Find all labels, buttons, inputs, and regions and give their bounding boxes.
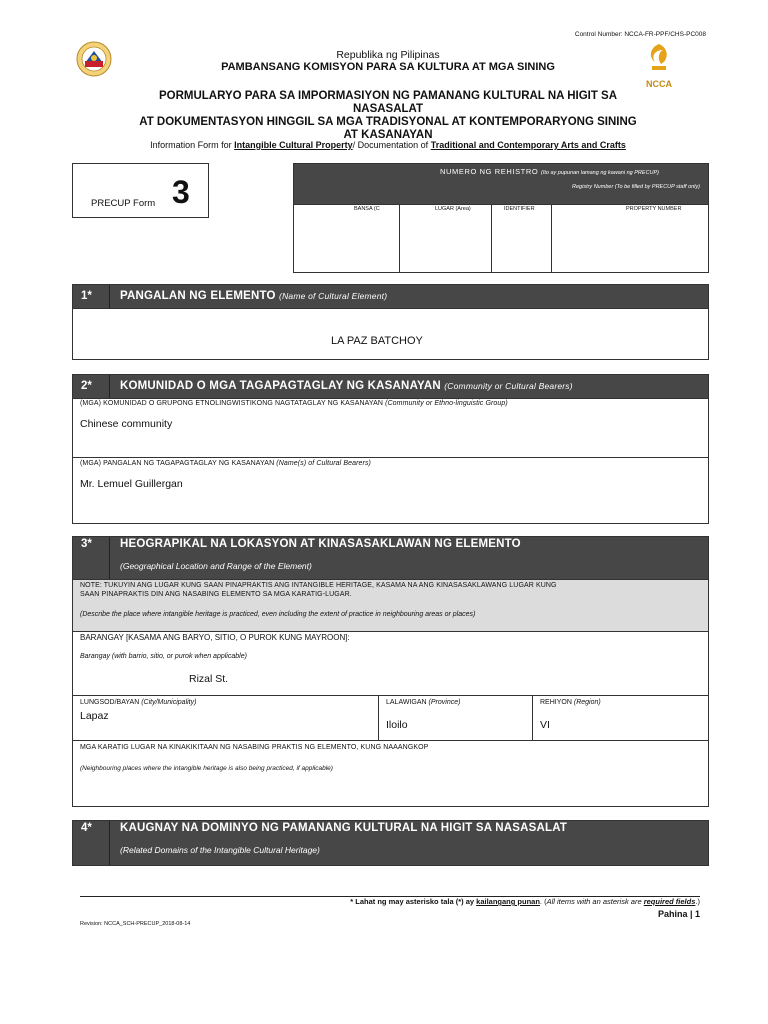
- section3-note-line1: NOTE: TUKUYIN ANG LUGAR KUNG SAAN PINAPRAKTIS ANG INTANGIBLE HERITAGE, KASAMA NA ANG KINASASAKLAWANG LUGAR KUNG: [80, 582, 557, 589]
- section3-note: [72, 580, 709, 632]
- required-note-en: All items with an asterisk are: [546, 897, 644, 906]
- community-label-en: (Community or Ethno-linguistic Group): [385, 400, 508, 407]
- section3-note-en: (Describe the place where intangible heritage is practiced, even including the extent of practice in neighbouring areas or places): [80, 611, 476, 618]
- required-note-en-link: required fields: [643, 897, 696, 906]
- province-value: Iloilo: [386, 719, 408, 731]
- location-row: [72, 696, 709, 741]
- barangay-field[interactable]: [72, 632, 709, 696]
- barangay-label-en: Barangay (with barrio, sitio, or purok when applicable): [80, 653, 247, 660]
- precup-form-box: [72, 163, 209, 218]
- cultural-bearers-label: [80, 460, 371, 467]
- region-field[interactable]: [533, 696, 708, 740]
- info-link-ich: Intangible Cultural Property: [234, 140, 353, 150]
- community-label: [80, 400, 508, 407]
- neighbouring-places-label-en: (Neighbouring places where the intangible heritage is also being practiced, if applicable): [80, 765, 333, 772]
- section2-divider: [109, 375, 110, 398]
- registry-subtitle: Registry Number (To be filled by PRECUP staff only): [572, 184, 700, 190]
- cultural-bearers-label-en: (Name(s) of Cultural Bearers): [276, 460, 371, 467]
- page-number: Pahina | 1: [657, 909, 700, 919]
- province-label: [386, 699, 460, 706]
- registry-col-property: PROPERTY NUMBER: [626, 206, 682, 212]
- city-label: [80, 699, 196, 706]
- section1-title: [120, 290, 387, 302]
- community-label-text: (MGA) KOMUNIDAD O GRUPONG ETNOLINGWISTIKONG NAGTATAGLAY NG KASANAYAN: [80, 400, 384, 407]
- section3-header: [72, 536, 709, 580]
- registry-box: [293, 163, 709, 273]
- city-label-text: LUNGSOD/BAYAN: [80, 699, 140, 706]
- info-mid: / Documentation of: [352, 140, 431, 150]
- section3-note-text: [80, 582, 557, 599]
- registry-cell-property[interactable]: [552, 205, 708, 273]
- section3-subtitle: (Geographical Location and Range of the Element): [120, 561, 312, 571]
- form-title-line4: AT KASANAYAN: [343, 129, 433, 141]
- registry-col-country: BANSA (C: [354, 206, 380, 212]
- cultural-bearers-label-text: (MGA) PANGALAN NG TAGAPAGTAGLAY NG KASANAYAN: [80, 460, 275, 467]
- registry-columns: [294, 204, 708, 272]
- registry-header: [294, 164, 708, 204]
- registry-cell-identifier[interactable]: [492, 205, 552, 273]
- required-note-end: .): [695, 897, 700, 906]
- province-field[interactable]: [379, 696, 533, 740]
- form-title-line1: PORMULARYO PARA SA IMPORMASIYON NG PAMANANG KULTURAL NA HIGIT SA: [158, 90, 618, 102]
- form-title: [70, 90, 706, 142]
- neighbouring-places-field[interactable]: [72, 741, 709, 807]
- section2-number: 2*: [81, 380, 92, 392]
- precup-form-number: 3: [172, 174, 190, 210]
- section2-header: [72, 374, 709, 399]
- province-label-text: LALAWIGAN: [386, 699, 427, 706]
- section3-title: HEOGRAPIKAL NA LOKASYON AT KINASASAKLAWAN NG ELEMENTO: [120, 538, 521, 550]
- section4-title: KAUGNAY NA DOMINYO NG PAMANANG KULTURAL NA HIGIT SA NASASALAT: [120, 822, 568, 834]
- control-number: Control Number: NCCA-FR-PPF/CHS-PC008: [574, 31, 706, 38]
- section1-title-text: PANGALAN NG ELEMENTO: [120, 290, 276, 302]
- registry-col-identifier: IDENTIFIER: [504, 206, 535, 212]
- section3-number: 3*: [81, 538, 92, 550]
- section3-note-line2: SAAN PINAPRAKTIS DIN ANG NASABING ELEMENTO SA MGA KARATIG-LUGAR.: [80, 590, 352, 598]
- commission-name: PAMBANSANG KOMISYON PARA SA KULTURA AT MGA SINING: [221, 61, 555, 73]
- info-prefix: Information Form for: [150, 140, 235, 150]
- info-form-line: [70, 140, 706, 150]
- registry-col-area: LUGAR (Area): [435, 206, 471, 212]
- info-link-arts: Traditional and Contemporary Arts and Crafts: [430, 140, 626, 150]
- region-label: [540, 699, 601, 706]
- community-value: Chinese community: [80, 418, 173, 430]
- required-note-mid: . (: [539, 897, 547, 906]
- region-value: VI: [540, 719, 550, 731]
- region-label-en: (Region): [573, 699, 601, 706]
- republic-text: Republika ng Pilipinas: [336, 49, 440, 61]
- section1-divider: [109, 285, 110, 308]
- section2-subtitle: (Community or Cultural Bearers): [444, 381, 573, 391]
- barangay-value: Rizal St.: [189, 673, 229, 685]
- precup-form-label: PRECUP Form: [91, 198, 156, 209]
- section1-number: 1*: [81, 290, 92, 302]
- registry-cell-area[interactable]: [400, 205, 492, 273]
- registry-cell-country[interactable]: [294, 205, 400, 273]
- city-label-en: (City/Municipality): [141, 699, 197, 706]
- required-note-pre: * Lahat ng may asterisko tala (*) ay: [350, 897, 477, 906]
- ncca-logo-text: NCCA: [646, 79, 672, 89]
- form-title-line2: NASASALAT: [352, 103, 424, 115]
- section4-divider: [109, 821, 110, 865]
- section4-number: 4*: [81, 822, 92, 834]
- form-title-line3: AT DOKUMENTASYON HINGGIL SA MGA TRADISYONAL AT KONTEMPORARYONG SINING: [139, 116, 637, 128]
- neighbouring-places-label: MGA KARATIG LUGAR NA KINAKIKITAAN NG NASABING PRAKTIS NG ELEMENTO, KUNG NAAANGKOP: [80, 744, 429, 751]
- region-label-text: REHIYON: [540, 699, 572, 706]
- barangay-label: BARANGAY [KASAMA ANG BARYO, SITIO, O PUROK KUNG MAYROON]:: [80, 633, 350, 642]
- element-name-field[interactable]: [72, 309, 709, 360]
- section2-title-text: KOMUNIDAD O MGA TAGAPAGTAGLAY NG KASANAYAN: [120, 380, 441, 392]
- cultural-bearers-field[interactable]: [72, 458, 709, 524]
- section1-header: [72, 284, 709, 309]
- section3-divider: [109, 537, 110, 579]
- registry-title: [440, 167, 659, 176]
- registry-title-note: (Ito ay pupunan lamang ng kawani ng PRECUP): [541, 170, 660, 176]
- community-field[interactable]: [72, 399, 709, 458]
- province-label-en: (Province): [428, 699, 461, 706]
- section4-header: [72, 820, 709, 866]
- city-field[interactable]: [73, 696, 379, 740]
- registry-title-text: NUMERO NG REHISTRO: [440, 167, 539, 176]
- section2-title: [120, 380, 573, 392]
- cultural-bearers-value: Mr. Lemuel Guillergan: [80, 478, 183, 490]
- required-note-link: kailangang punan: [476, 897, 540, 906]
- section1-subtitle: (Name of Cultural Element): [279, 291, 388, 301]
- element-name-value: LA PAZ BATCHOY: [331, 335, 423, 347]
- section4-subtitle: (Related Domains of the Intangible Cultural Heritage): [120, 845, 320, 855]
- revision-text: Revision: NCCA_SCH-PRECUP_2018-08-14: [80, 921, 191, 927]
- city-value: Lapaz: [80, 710, 109, 722]
- required-fields-note: [350, 897, 700, 906]
